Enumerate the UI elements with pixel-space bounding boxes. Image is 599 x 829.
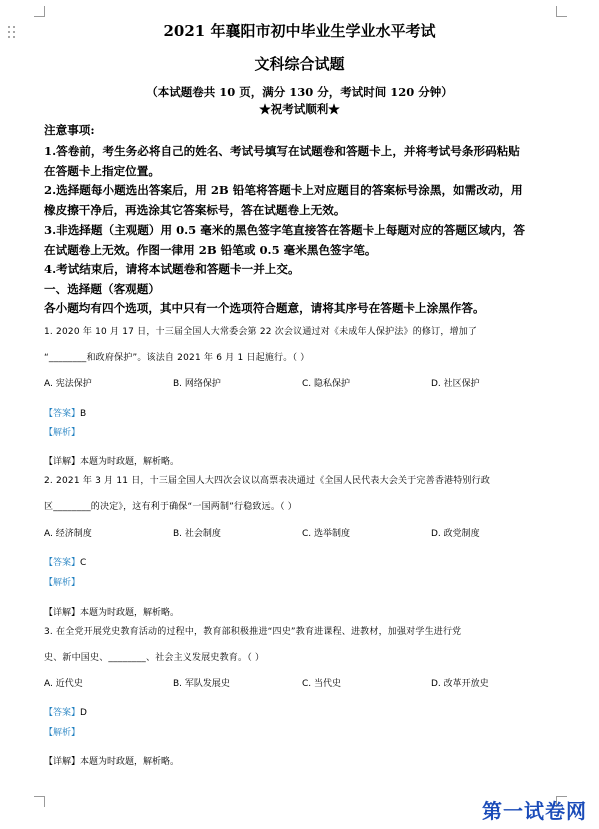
answer-line: [44, 401, 86, 420]
detail-text: 本题为时政题，解析略。: [80, 757, 180, 767]
analysis-tag: 【解析】: [44, 578, 81, 588]
detail-tag: 【详解】: [44, 457, 81, 467]
answer-value: C: [80, 558, 87, 568]
notice-line: 3.非选择题（主观题）用 0.5 毫米的黑色签字笔直接答在答题卡上每题对应的答题区域内，答: [44, 223, 525, 237]
option-b: B. 网络保护: [173, 379, 221, 389]
analysis-tag: 【解析】: [44, 428, 81, 438]
detail-line: [44, 600, 179, 619]
option-a: A. 经济制度: [44, 529, 92, 539]
page-title: 2021 年襄阳市初中毕业生学业水平考试: [163, 22, 436, 40]
answer-tag: 【答案】: [44, 708, 81, 718]
answer-value: B: [80, 409, 87, 419]
option-c: C. 隐私保护: [302, 379, 351, 389]
exam-wish: ★祝考试顺利★: [259, 102, 340, 116]
notice-line: 橡皮擦干净后，再选涂其它答案标号，答在试题卷上无效。: [44, 203, 346, 217]
option-d: D. 改革开放史: [431, 679, 489, 689]
corner-mark-top-left: [34, 6, 45, 17]
answer-tag: 【答案】: [44, 558, 81, 568]
answer-tag: 【答案】: [44, 409, 81, 419]
option-b: B. 军队发展史: [173, 679, 230, 689]
detail-tag: 【详解】: [44, 757, 81, 767]
notice-line: 1.答卷前，考生务必将自己的姓名、考试号填写在试题卷和答题卡上，并将考试号条形码粘贴: [44, 144, 520, 158]
question-stem-line: 1. 2020 年 10 月 17 日，十三届全国人大常委会第 22 次会议通过对《未成年人保护法》的修订，增加了: [44, 327, 478, 337]
question-stem-line: 史、新中国史、________、社会主义发展史教育。（ ）: [44, 653, 265, 663]
notice-line: 4.考试结束后，请将本试题卷和答题卡一并上交。: [44, 262, 300, 276]
corner-mark-bottom-left: [34, 796, 45, 807]
option-d: D. 政党制度: [431, 529, 480, 539]
option-b: B. 社会制度: [173, 529, 221, 539]
detail-tag: 【详解】: [44, 608, 81, 618]
option-a: A. 近代史: [44, 679, 83, 689]
option-c: C. 当代史: [302, 679, 342, 689]
exam-info: （本试题卷共 10 页，满分 130 分，考试时间 120 分钟）: [146, 85, 453, 99]
question-stem-line: 2. 2021 年 3 月 11 日，十三届全国人大四次会议以高票表决通过《全国人民代表大会关于完善香港特别行政: [44, 476, 491, 486]
site-watermark: 第一试卷网: [482, 799, 587, 823]
notice-line: 在试题卷上无效。作图一律用 2B 铅笔或 0.5 毫米黑色签字笔。: [44, 243, 377, 257]
question-stem-line: 区________的决定》，这有利于确保“一国两制”行稳致远。（ ）: [44, 502, 297, 512]
answer-value: D: [80, 708, 87, 718]
detail-line: [44, 749, 179, 768]
detail-text: 本题为时政题，解析略。: [80, 457, 180, 467]
page-subtitle: 文科综合试题: [254, 55, 345, 73]
question-stem-line: “________和政府保护”。该法自 2021 年 6 月 1 日起施行。（ ）: [44, 353, 310, 363]
option-a: A. 宪法保护: [44, 379, 92, 389]
question-stem-line: 3. 在全党开展党史教育活动的过程中，教育部积极推进“四史”教育进课程、进教材，加强对学生进行党: [44, 627, 462, 637]
notice-line: 在答题卡上指定位置。: [44, 164, 160, 178]
answer-line: [44, 550, 86, 569]
notice-line: 2.选择题每小题选出答案后，用 2B 铅笔将答题卡上对应题目的答案标号涂黑，如需改动，用: [44, 183, 523, 197]
corner-mark-top-right: [556, 6, 567, 17]
detail-text: 本题为时政题，解析略。: [80, 608, 180, 618]
section-heading: 一、选择题（客观题）: [44, 282, 160, 296]
detail-line: [44, 449, 179, 468]
answer-line: [44, 700, 87, 719]
option-c: C. 选举制度: [302, 529, 351, 539]
notice-heading: 注意事项:: [44, 123, 95, 137]
analysis-tag: 【解析】: [44, 728, 81, 738]
section-instruction: 各小题均有四个选项，其中只有一个选项符合题意，请将其序号在答题卡上涂黑作答。: [44, 301, 485, 315]
option-d: D. 社区保护: [431, 379, 480, 389]
